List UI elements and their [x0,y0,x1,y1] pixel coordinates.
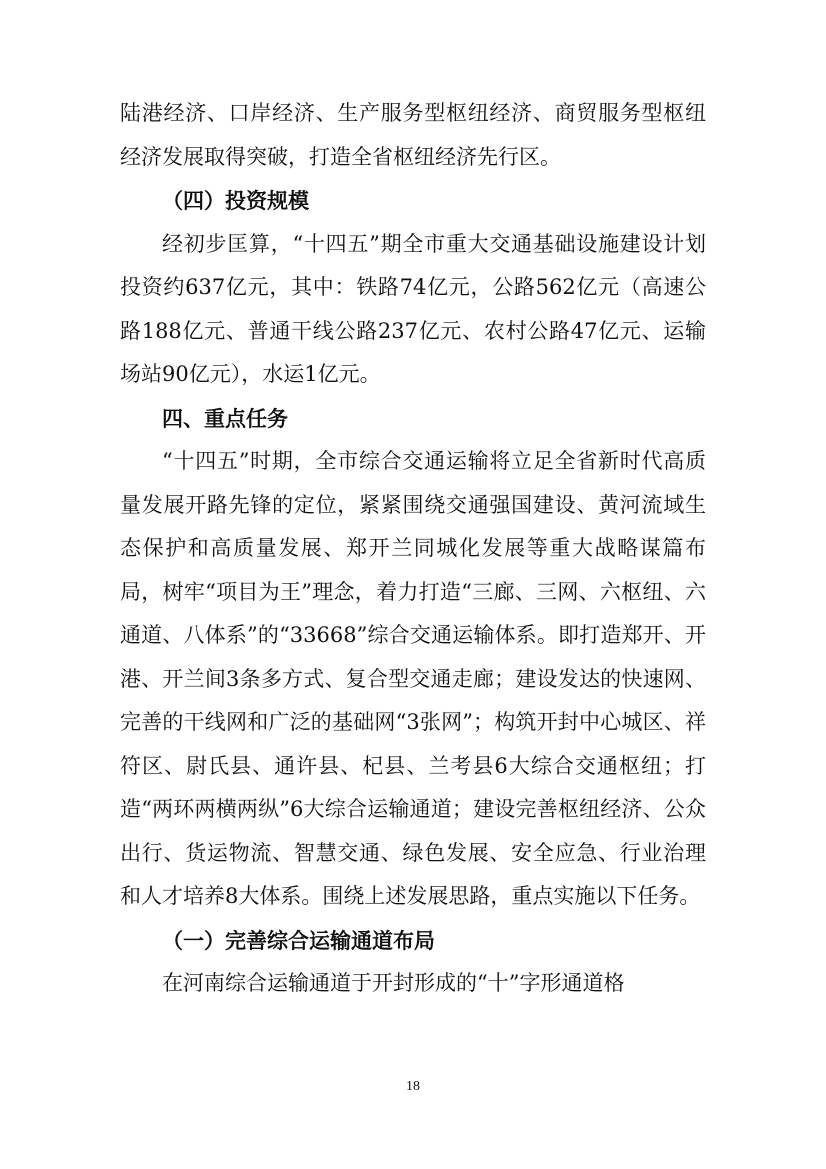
section-heading-key-tasks: 四、重点任务 [162,405,288,431]
subheading-transport-corridors: （一）完善综合运输通道布局 [162,927,435,953]
page-number: 18 [406,1079,420,1094]
paragraph-corridors: 在河南综合运输通道于开封形成的“十”字形通道格 [162,971,625,995]
subheading-investment-scale: （四）投资规模 [162,188,309,213]
paragraph-key-tasks: “十四五”时期，全市综合交通运输将立足全省新时代高质量发展开路先锋的定位，紧紧围绕交通强国建设、黄河流域生态保护和高质量发展、郑开兰同城化发展等重大战略谋篇布局，树牢“项目为王”理念，着力打造“三廊、三网、六枢纽、六通道、八体系”的“33668”综合交通运输体系。即打造郑开、开港、开兰间3条多方式、复合型交通走廊；建设发达的快速网、完善的干线网和广泛的基础网“3张网”；构筑开封中心城区、祥符区、尉氏县、通许县、杞县、兰考县6大综合交通枢纽；打造“两环两横两纵”6大综合运输通道；建设完善枢纽经济、公众出行、货运物流、智慧交通、绿色发展、安全应急、行业治理和人才培养8大体系。围绕上述发展思路，重点实施以下任务。 [120,449,706,908]
paragraph-continuation: 陆港经济、口岸经济、生产服务型枢纽经济、商贸服务型枢纽经济发展取得突破，打造全省枢纽经济先行区。 [120,101,706,169]
paragraph-investment: 经初步匡算，“十四五”期全市重大交通基础设施建设计划投资约637亿元，其中：铁路74亿元，公路562亿元（高速公路188亿元、普通干线公路237亿元、农村公路47亿元、运输场站90亿元），水运1亿元。 [120,231,706,386]
page-body [120,92,706,1006]
